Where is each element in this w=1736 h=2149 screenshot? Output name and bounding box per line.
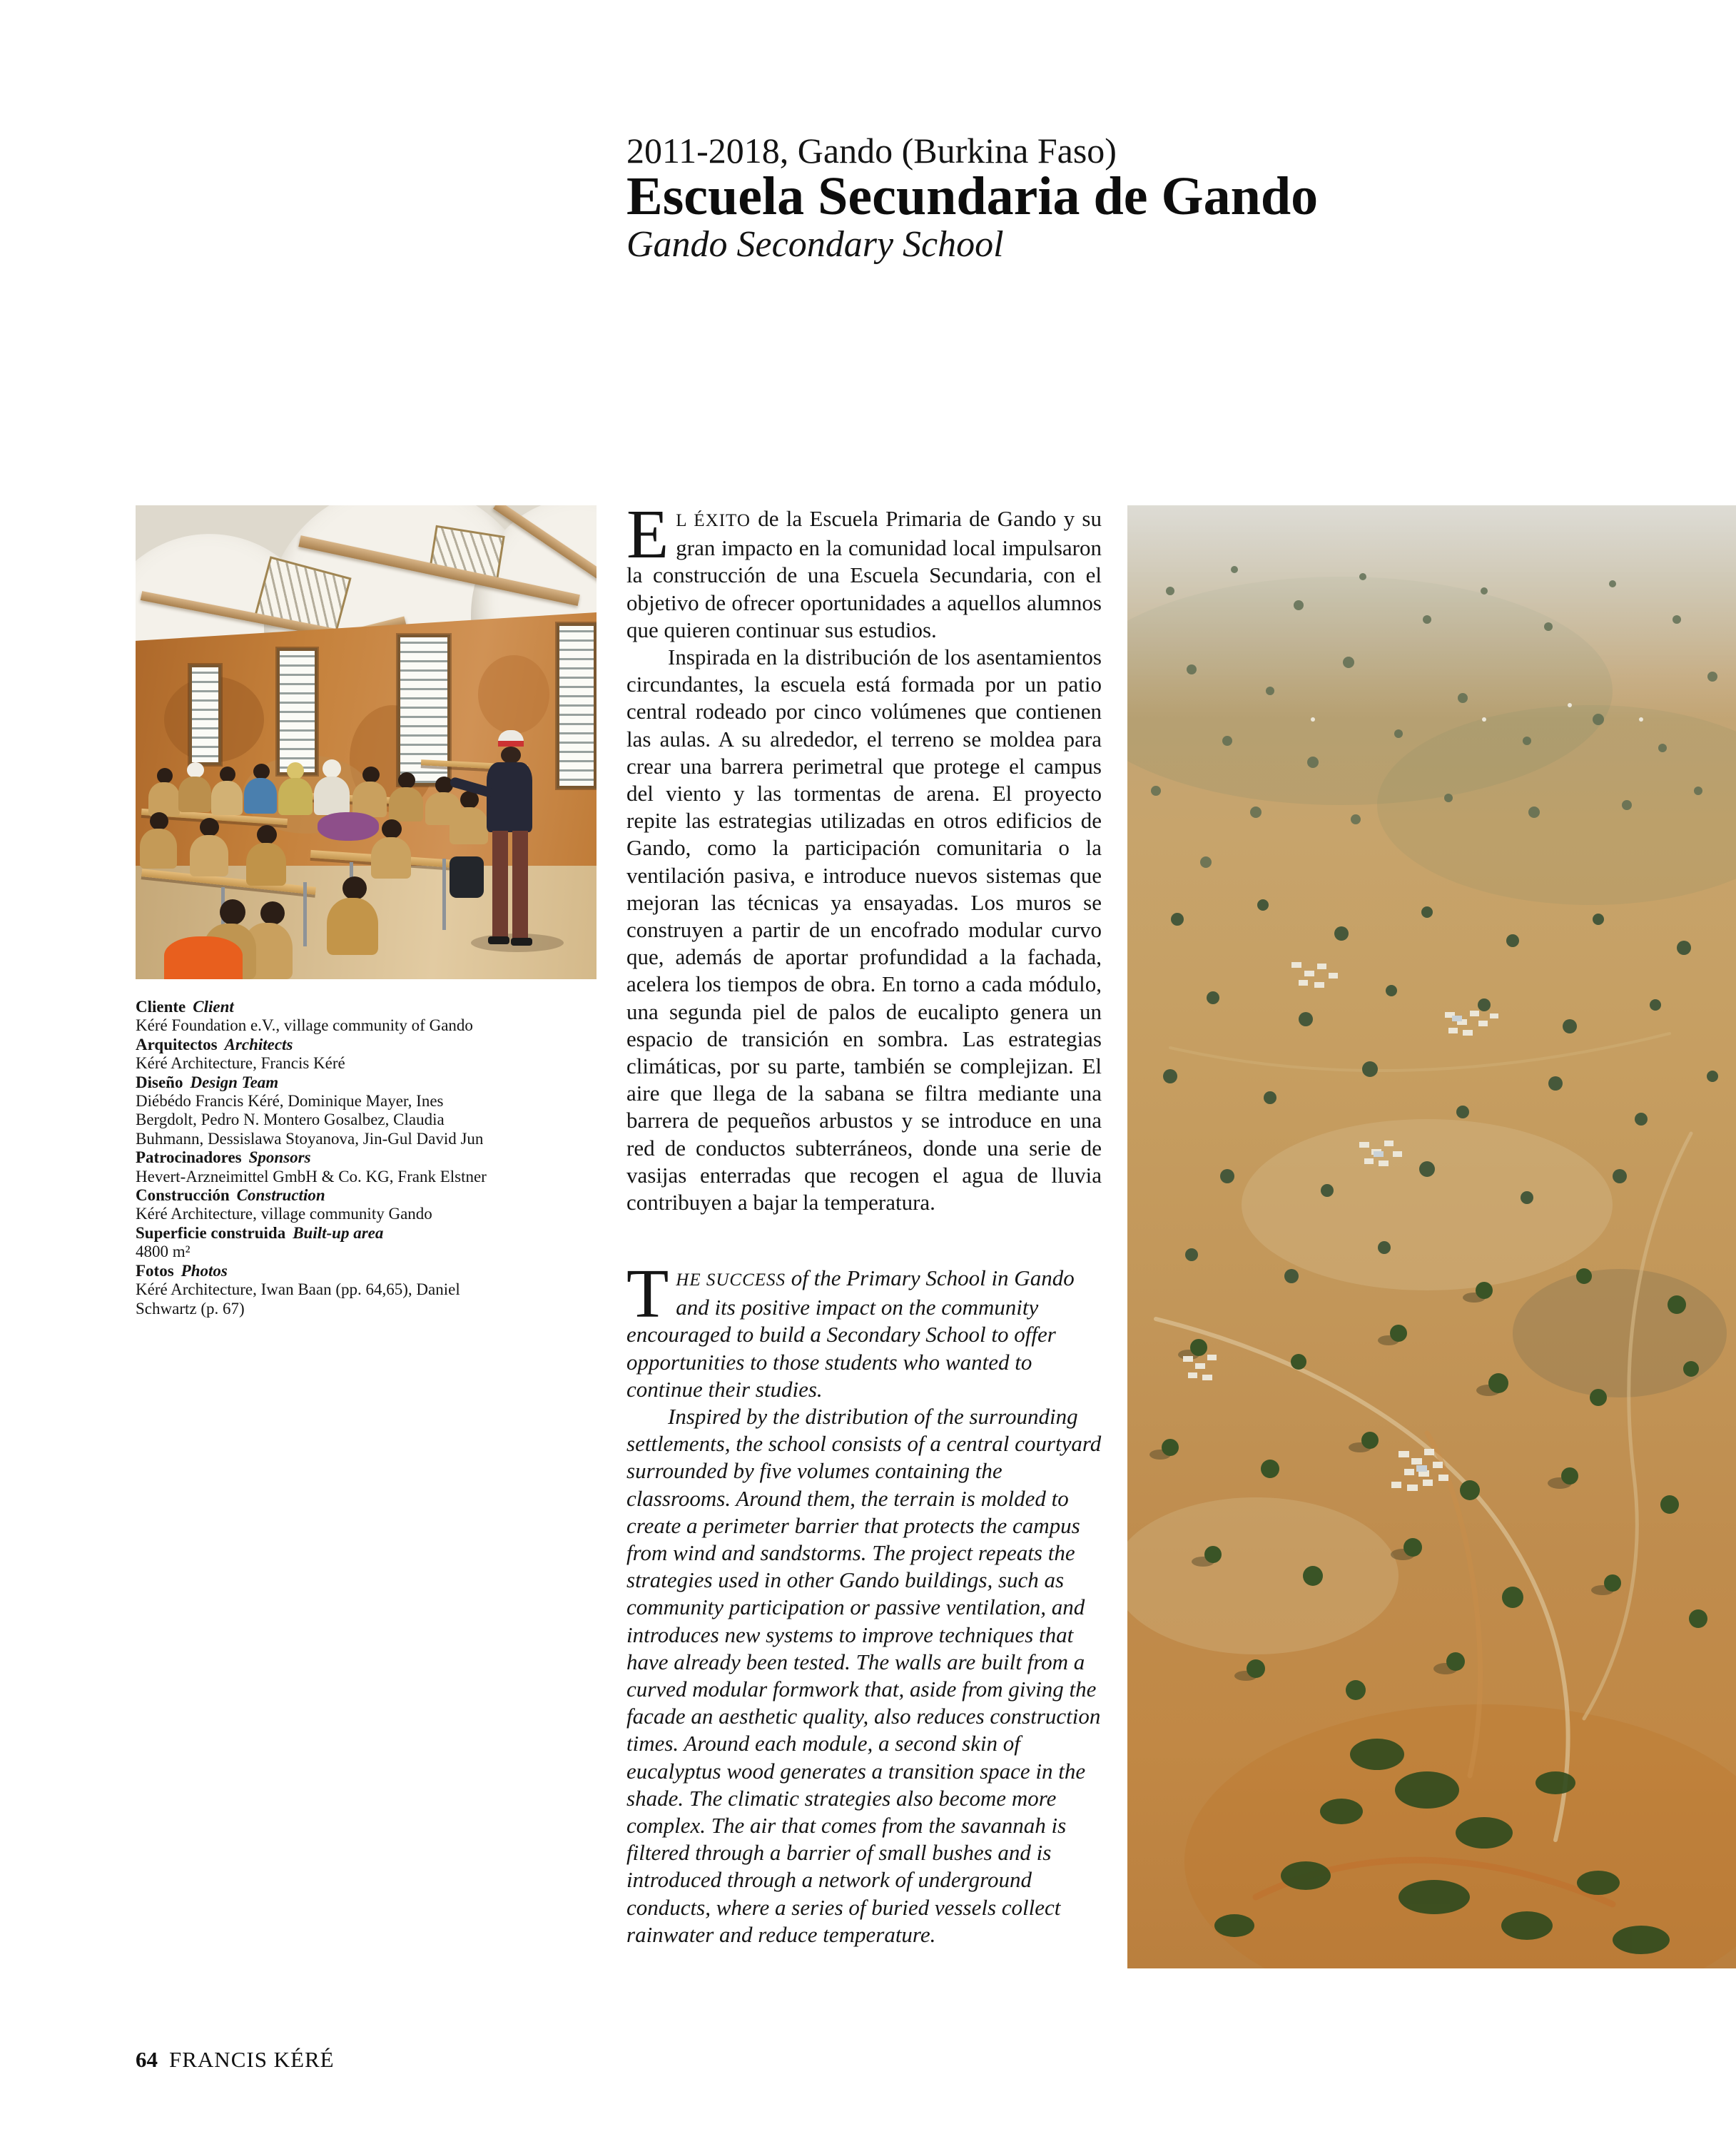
- lead-en: HE SUCCESS: [676, 1270, 786, 1290]
- classroom-photo: [136, 505, 597, 979]
- credit-value: Kéré Foundation e.V., village community of Gando: [136, 1016, 473, 1035]
- credit-label-es: Superficie construida: [136, 1223, 286, 1242]
- credit-label-en: Architects: [224, 1035, 293, 1053]
- credit-value: Hevert-Arzneimittel GmbH & Co. KG, Frank Elstner: [136, 1167, 487, 1185]
- credit-item: [136, 1036, 496, 1073]
- page-title: Escuela Secundaria de Gando: [626, 166, 1319, 226]
- page-number: 64: [136, 2047, 158, 2072]
- project-credits: [136, 998, 496, 1318]
- louvered-window: [557, 623, 597, 789]
- aerial-photo: [1127, 505, 1736, 1968]
- credit-label-es: Arquitectos: [136, 1035, 218, 1053]
- louvered-window: [189, 664, 221, 765]
- credit-label-es: Diseño: [136, 1073, 183, 1091]
- dropcap-en: T: [626, 1255, 669, 1332]
- paragraph-en-1: of the Primary School in Gando and its positive impact on the community encouraged to build a Secondary School to offer opportunities to those students who wanted to continue their studies.: [626, 1265, 1075, 1402]
- page-subtitle: Gando Secondary School: [626, 224, 1004, 265]
- credit-label-es: Construcción: [136, 1186, 230, 1205]
- footer-author: FRANCIS KÉRÉ: [169, 2047, 335, 2072]
- credit-label-es: Fotos: [136, 1261, 174, 1280]
- louvered-window: [277, 648, 318, 775]
- aerial-photo-graphic: [1127, 505, 1736, 1968]
- project-dates-location: 2011-2018, Gando (Burkina Faso): [626, 131, 1117, 171]
- credit-item: [136, 998, 496, 1036]
- paragraph-es-1: de la Escuela Primaria de Gando y su gran impacto en la comunidad local impulsaron la construcción de una Escuela Secundaria, con el objetivo de ofrecer oportunidades a aquellos alumnos que quieren continuar sus estudios.: [626, 506, 1102, 642]
- credit-item: [136, 1224, 496, 1262]
- credit-item: [136, 1148, 496, 1186]
- credit-item: [136, 1262, 496, 1318]
- credit-label-es: Cliente: [136, 998, 186, 1016]
- dropcap-es: E: [626, 496, 669, 572]
- credit-value: Kéré Architecture, village community Gando: [136, 1205, 432, 1223]
- credit-value: Kéré Architecture, Francis Kéré: [136, 1054, 345, 1073]
- article-spanish: [626, 496, 1102, 1216]
- credit-label-en: Client: [193, 998, 234, 1016]
- credit-value: Kéré Architecture, Iwan Baan (pp. 64,65), Daniel Schwartz (p. 67): [136, 1280, 460, 1318]
- credit-label-en: Photos: [181, 1261, 228, 1280]
- credit-value: 4800 m²: [136, 1243, 191, 1261]
- credit-value: Diébédo Francis Kéré, Dominique Mayer, Ines Bergdolt, Pedro N. Montero Gosalbez, Claudia Buhmann, Dessislawa Stoyanova, Jin-Gul David Jun: [136, 1092, 484, 1148]
- lead-es: L ÉXITO: [676, 511, 751, 530]
- credit-item: [136, 1186, 496, 1224]
- article-english: [626, 1255, 1102, 1948]
- page-footer: [136, 2047, 335, 2073]
- paragraph-en-2: Inspired by the distribution of the surrounding settlements, the school consists of a central courtyard surrounded by five volumes containing the classrooms. Around them, the terrain is molded to create a perimeter barrier that protects the campus from wind and sandstorms. The project repeats the strategies used in other Gando buildings, such as community participation or passive ventilation, and introduces new systems to improve techniques that have already been tested. The walls are built from a curved modular formwork that, aside from giving the facade an aesthetic quality, also reduces construction times. Around each module, a second skin of eucalyptus wood generates a transition space in the shade. The climatic strategies also become more complex. The air that comes from the savannah is filtered through a barrier of small bushes and is introduced through a network of underground conducts, where a series of buried vessels collect rainwater and reduce temperature.: [626, 1404, 1102, 1947]
- paragraph-es-2: Inspirada en la distribución de los asentamientos circundantes, la escuela está formada por un patio central rodeado por cinco volúmenes que contienen las aulas. A su alrededor, el terreno se moldea para crear una barrera perimetral que protege el campus del viento y las tormentas de arena. El proyecto repite las estrategias utilizadas en otros edificios de Gando, como la participación comunitaria o la ventilación pasiva, e introduce nuevos sistemas que mejoran las técnicas ya ensayadas. Los muros se construyen a partir de un encofrado modular curvo que, además de aportar profundidad a la fachada, acelera los tiempos de obra. En torno a cada módulo, una segunda piel de palos de eucalipto genera un espacio de transición en sombra. Las estrategias climáticas, por su parte, también se complejizan. El aire que llega de la sabana se filtra mediante una barrera de pequeños arbustos y se introduce en una red de conductos subterráneos, donde una serie de vasijas enterradas que recogen el agua de lluvia contribuyen a bajar la temperatura.: [626, 644, 1102, 1215]
- credit-label-es: Patrocinadores: [136, 1148, 242, 1167]
- credit-label-en: Design Team: [190, 1073, 279, 1091]
- credit-label-en: Built-up area: [293, 1223, 384, 1242]
- credit-label-en: Construction: [236, 1186, 325, 1205]
- credit-label-en: Sponsors: [248, 1148, 311, 1167]
- credit-item: [136, 1073, 496, 1149]
